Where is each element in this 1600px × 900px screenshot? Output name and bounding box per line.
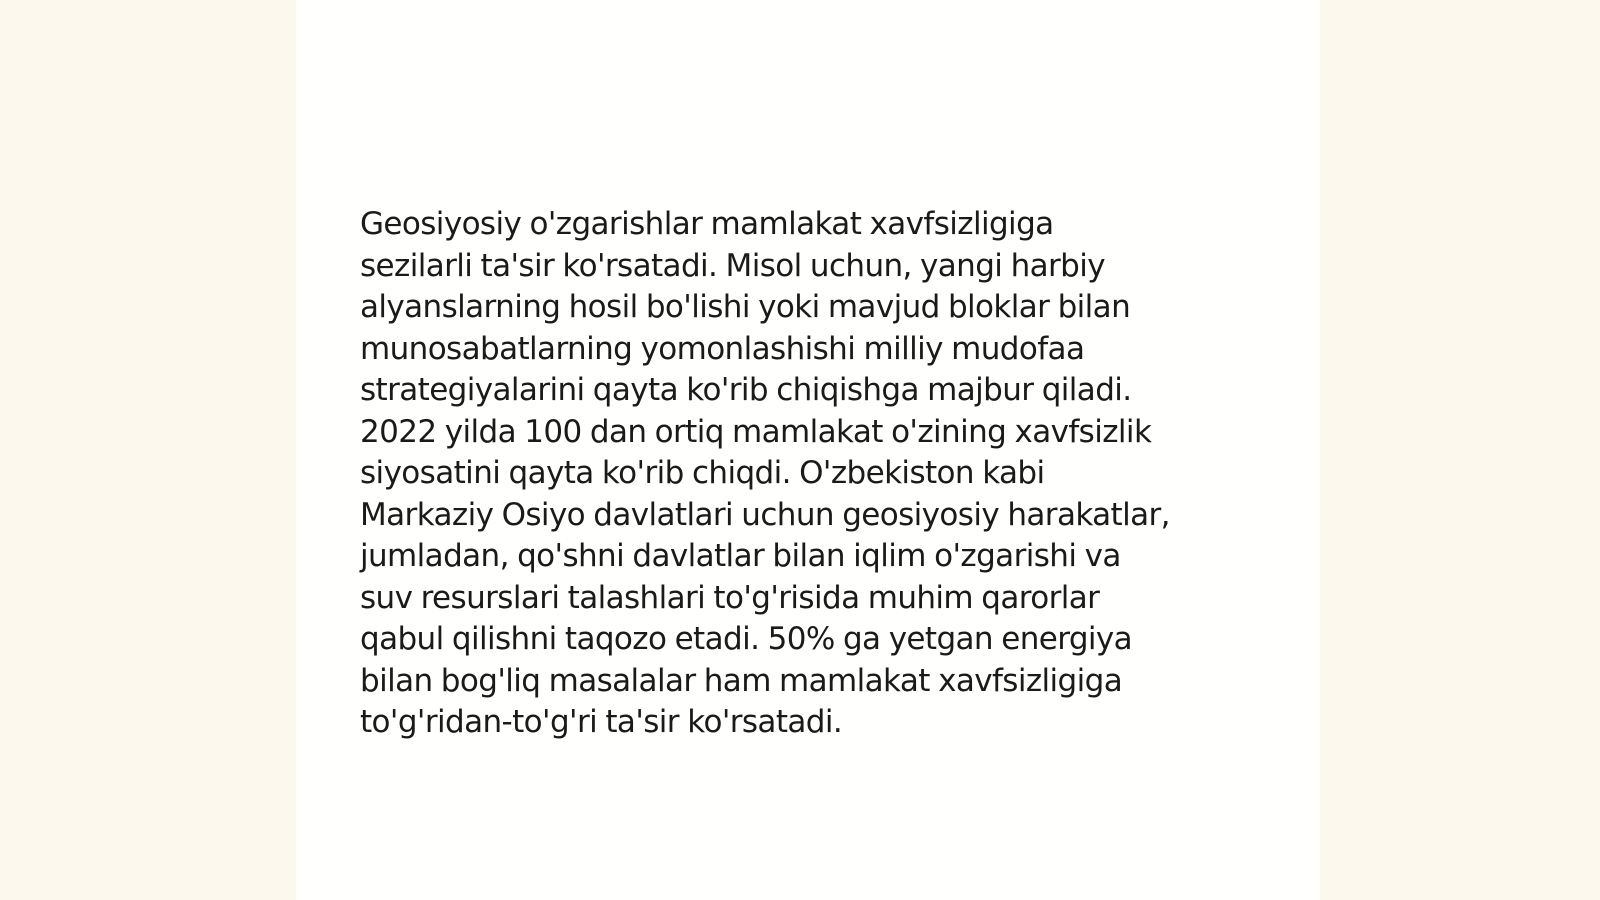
paragraph-line: siyosatini qayta ko'rib chiqdi. O'zbekiston kabi: [360, 455, 1045, 491]
paragraph-line: Markaziy Osiyo davlatlari uchun geosiyosiy harakatlar,: [360, 496, 1170, 533]
paragraph-line: sezilarli ta'sir ko'rsatadi. Misol uchun, yangi harbiy: [360, 247, 1106, 284]
body-paragraph: [360, 204, 1240, 744]
paragraph-line: Geosiyosiy o'zgarishlar mamlakat xavfsizligiga: [360, 206, 1054, 242]
paragraph-line: munosabatlarning yomonlashishi milliy mudofaa: [360, 330, 1085, 367]
paragraph-line: bilan bog'liq masalalar ham mamlakat xavfsizligiga: [360, 662, 1123, 699]
paragraph-line: alyanslarning hosil bo'lishi yoki mavjud bloklar bilan: [360, 289, 1131, 325]
paragraph-line: to'g'ridan-to'g'ri ta'sir ko'rsatadi.: [360, 704, 843, 740]
paragraph-line: qabul qilishni taqozo etadi. 50% ga yetgan energiya: [360, 621, 1133, 657]
paragraph-line: jumladan, qo'shni davlatlar bilan iqlim o'zgarishi va: [360, 538, 1121, 574]
slide-page: [296, 0, 1320, 900]
paragraph-line: strategiyalarini qayta ko'rib chiqishga majbur qiladi.: [360, 372, 1132, 408]
paragraph-line: suv resurslari talashlari to'g'risida muhim qarorlar: [360, 579, 1100, 616]
paragraph-line: 2022 yilda 100 dan ortiq mamlakat o'zining xavfsizlik: [360, 413, 1152, 450]
